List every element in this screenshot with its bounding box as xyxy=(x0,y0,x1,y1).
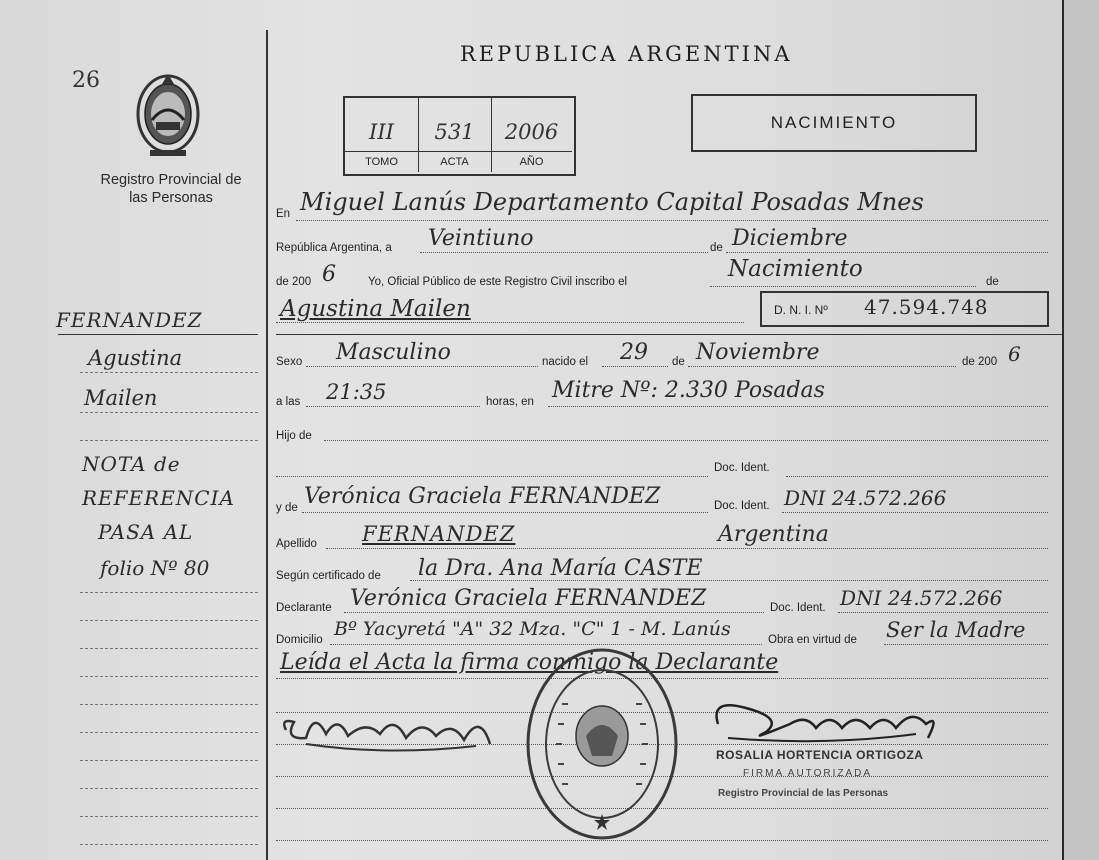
page-edge xyxy=(1062,0,1099,860)
doc-ident-label-2: Doc. Ident. xyxy=(714,500,770,512)
birth-month: Noviembre xyxy=(696,340,820,365)
nationality-value: Argentina xyxy=(718,522,829,547)
section-divider xyxy=(276,334,1062,335)
dni-label: D. N. I. Nº xyxy=(774,303,828,317)
margin-rule xyxy=(80,788,258,789)
year-suffix: 6 xyxy=(322,262,336,287)
margin-firstname: Agustina xyxy=(88,346,183,370)
mother-doc-line xyxy=(782,512,1048,513)
official-signature xyxy=(706,694,946,750)
official-stamp-icon xyxy=(522,644,682,844)
republica-label: República Argentina, a xyxy=(276,242,392,254)
acta-value: 531 xyxy=(434,120,475,144)
child-name-line xyxy=(276,322,744,323)
doc-ident-label-3: Doc. Ident. xyxy=(770,602,826,614)
place-line xyxy=(296,220,1048,221)
official-role: FIRMA AUTORIZADA xyxy=(743,768,873,779)
certificado-label: Según certificado de xyxy=(276,570,381,582)
birth-day-line xyxy=(602,366,668,367)
month-line xyxy=(726,252,1048,253)
nacido-label: nacido el xyxy=(542,356,589,368)
anio-value: 2006 xyxy=(504,120,559,144)
margin-divider xyxy=(266,30,268,860)
margin-rule xyxy=(80,620,258,621)
event-line xyxy=(710,286,976,287)
margin-rule xyxy=(80,732,258,733)
de-label-3: de xyxy=(672,356,685,368)
birth-place-line xyxy=(548,406,1048,407)
domicilio-label: Domicilio xyxy=(276,634,323,646)
birth-time: 21:35 xyxy=(326,380,387,404)
birth-year-suffix: 6 xyxy=(1008,342,1021,366)
official-org: Registro Provincial de las Personas xyxy=(718,788,889,799)
declarante-label: Declarante xyxy=(276,602,332,614)
page-number: 26 xyxy=(72,68,100,93)
sexo-value: Masculino xyxy=(336,340,451,365)
obra-value: Ser la Madre xyxy=(886,618,1026,642)
margin-rule xyxy=(80,676,258,677)
birth-year-prefix: de 200 xyxy=(962,356,998,368)
margin-note-line-3: PASA AL xyxy=(98,520,194,544)
mother-doc: DNI 24.572.266 xyxy=(784,486,947,510)
child-name: Agustina Mailen xyxy=(280,296,471,322)
dni-value: 47.594.748 xyxy=(864,295,989,319)
father-doc-line xyxy=(786,476,1048,477)
provincial-seal-icon xyxy=(132,70,204,160)
obra-label: Obra en virtud de xyxy=(768,634,857,646)
anio-label: AÑO xyxy=(491,151,572,172)
horas-label: horas, en xyxy=(486,396,534,408)
margin-rule xyxy=(80,592,258,593)
certificado-value: la Dra. Ana María CASTE xyxy=(418,556,703,581)
margin-rule xyxy=(80,816,258,817)
day-value: Veintiuno xyxy=(428,226,534,251)
apellido-value: FERNANDEZ xyxy=(362,522,516,546)
margin-rule xyxy=(80,412,258,413)
day-line xyxy=(420,252,708,253)
birth-place: Mitre Nº: 2.330 Posadas xyxy=(552,378,825,403)
de-label-1: de xyxy=(710,242,723,254)
domicilio-value: Bº Yacyretá "A" 32 Mza. "C" 1 - M. Lanús xyxy=(334,618,731,640)
declarante-doc: DNI 24.572.266 xyxy=(840,586,1003,610)
obra-line xyxy=(884,644,1048,645)
sexo-label: Sexo xyxy=(276,356,303,368)
father-line-2 xyxy=(276,476,708,477)
country-title: REPUBLICA ARGENTINA xyxy=(460,42,793,66)
closing-text: Leída el Acta la firma conmigo la Declarante xyxy=(280,650,779,675)
act-type-box: NACIMIENTO xyxy=(691,94,977,152)
month-value: Diciembre xyxy=(732,226,848,251)
official-name: ROSALIA HORTENCIA ORTIGOZA xyxy=(716,748,924,762)
sexo-line xyxy=(306,366,538,367)
margin-rule xyxy=(80,372,258,373)
register-table xyxy=(343,96,576,176)
margin-underline xyxy=(58,334,258,335)
oficial-text: Yo, Oficial Público de este Registro Civil inscribo el xyxy=(368,276,628,288)
place-value: Miguel Lanús Departamento Capital Posadas Mnes xyxy=(300,188,924,216)
birth-day: 29 xyxy=(620,340,648,365)
registry-name: Registro Provincial de las Personas xyxy=(100,172,242,206)
declarante-doc-line xyxy=(838,612,1048,613)
margin-note-line-4: folio Nº 80 xyxy=(100,556,210,580)
mother-line xyxy=(302,512,708,513)
tomo-cell xyxy=(345,98,419,172)
apellido-label: Apellido xyxy=(276,538,317,550)
father-line xyxy=(324,440,1048,441)
margin-surname: FERNANDEZ xyxy=(56,308,203,332)
margin-middlename: Mailen xyxy=(84,386,158,410)
birth-month-line xyxy=(688,366,956,367)
margin-rule xyxy=(80,648,258,649)
mother-name: Verónica Graciela FERNANDEZ xyxy=(304,484,661,509)
anio-cell xyxy=(491,98,572,172)
y-de-label: y de xyxy=(276,502,298,514)
margin-rule xyxy=(80,704,258,705)
apellido-line xyxy=(326,548,1048,549)
hijo-label: Hijo de xyxy=(276,430,312,442)
en-label: En xyxy=(276,208,291,220)
margin-note-line-1: NOTA de xyxy=(82,452,181,476)
acta-label: ACTA xyxy=(418,151,491,172)
year-prefix: de 200 xyxy=(276,276,312,288)
margin-rule xyxy=(80,760,258,761)
declarante-value: Verónica Graciela FERNANDEZ xyxy=(350,586,707,611)
dni-box xyxy=(760,291,1049,327)
event-value: Nacimiento xyxy=(728,256,863,282)
margin-note-line-2: REFERENCIA xyxy=(82,486,235,510)
margin-rule xyxy=(80,844,258,845)
tomo-value: III xyxy=(369,120,394,144)
declarante-line xyxy=(344,612,764,613)
declarante-signature xyxy=(276,700,506,760)
de-label-2: de xyxy=(986,276,999,288)
time-line xyxy=(306,406,480,407)
a-las-label: a las xyxy=(276,396,301,408)
doc-ident-label: Doc. Ident. xyxy=(714,462,770,474)
margin-rule xyxy=(80,440,258,441)
acta-cell xyxy=(418,98,492,172)
tomo-label: TOMO xyxy=(345,151,418,172)
